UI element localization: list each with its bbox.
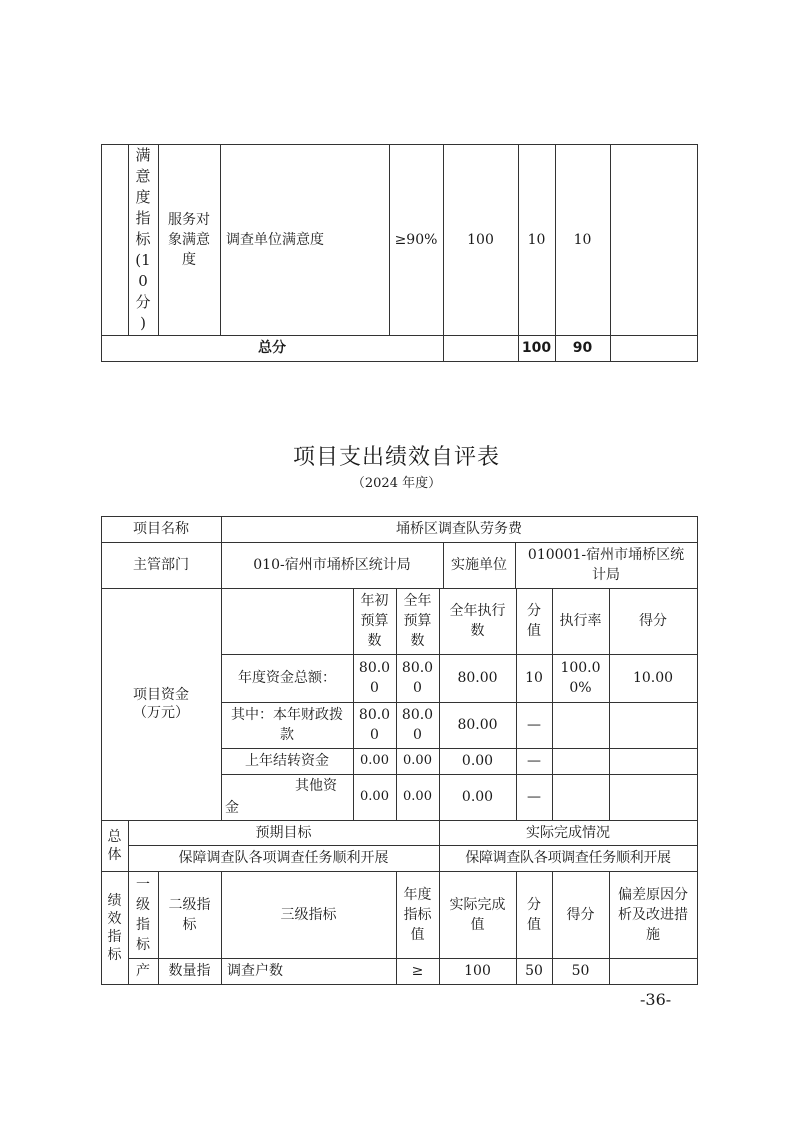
funds-row-initial: 80.00 (358, 707, 391, 743)
remark-value (610, 144, 697, 335)
funds-row-label: 其中：本年财政拨款 (231, 707, 343, 743)
funds-label (101, 588, 221, 820)
page-title: 项目支出绩效自评表 (292, 445, 500, 470)
page-subtitle: （2024 年度） (351, 476, 442, 491)
funds-label-line1: 项目资金 (133, 687, 189, 703)
funds-row-full: 80.00 (401, 707, 434, 743)
level1-char: 指 (135, 209, 151, 227)
perf-label: 绩效指标 (107, 892, 122, 963)
page-number: -36- (640, 990, 672, 1009)
score-value: 10 (573, 231, 592, 248)
funds-row-weight: — (527, 789, 541, 805)
funds-row-initial: 0.00 (360, 789, 389, 804)
funds-row-executed: 0.00 (461, 753, 494, 769)
perf-row-level3: 调查户数 (227, 963, 283, 979)
weight-value: 10 (527, 231, 546, 248)
funds-row-weight: — (527, 753, 541, 769)
dept-value: 010-宿州市埇桥区统计局 (253, 557, 411, 573)
level3-indicator: 调查单位满意度 (226, 231, 324, 248)
project-name: 埇桥区调查队劳务费 (396, 521, 522, 537)
header-level3: 三级指标 (280, 906, 337, 923)
perf-row-deviation (609, 958, 697, 984)
header-rate: 执行率 (559, 613, 602, 629)
funds-row-initial: 0.00 (360, 753, 389, 768)
level1-char: ) (140, 314, 146, 332)
perf-row-weight: 50 (525, 963, 543, 979)
header-deviation: 偏差原因分析及改进措施 (618, 886, 688, 943)
funds-row-rate: 100.00% (560, 660, 601, 696)
perf-row-score: 50 (571, 963, 590, 979)
funds-row-score: 10.00 (632, 670, 674, 686)
level1-char: 意 (135, 167, 151, 185)
header-level1: 一级指标 (136, 876, 150, 953)
expected-goal: 保障调查队各项调查任务顺利开展 (178, 850, 389, 866)
header-score: 得分 (639, 613, 667, 629)
project-name-label: 项目名称 (133, 521, 189, 537)
total-score: 90 (572, 340, 593, 356)
funds-row-label: 其他资金 (225, 778, 337, 816)
funds-row-initial: 80.00 (358, 660, 391, 696)
funds-row-label: 上年结转资金 (245, 753, 329, 769)
funds-row-full: 0.00 (403, 789, 432, 804)
funds-label-line2: （万元） (133, 705, 189, 721)
header-score: 得分 (566, 906, 595, 923)
actual-label: 实际完成情况 (526, 824, 610, 841)
funds-row-executed: 80.00 (457, 670, 498, 686)
level1-char: 标 (135, 230, 151, 248)
level1-char: 度 (135, 188, 151, 206)
impl-value: 010001-宿州市埇桥区统计局 (527, 547, 685, 583)
target-value: ≥90% (394, 231, 438, 248)
header-actual: 实际完成值 (449, 896, 506, 933)
funds-row-score (609, 748, 697, 774)
funds-row-full: 0.00 (403, 753, 432, 768)
actual-value: 100 (467, 231, 494, 248)
perf-row-level2: 数量指 (168, 963, 211, 979)
level1-char: (1 (135, 251, 151, 269)
perf-row-level1: 产 (136, 963, 150, 979)
funds-row-weight: — (527, 717, 541, 733)
level2-indicator: 服务对象满意度 (168, 211, 210, 268)
funds-row-executed: 80.00 (457, 717, 498, 733)
funds-row-executed: 0.00 (461, 789, 494, 805)
expected-goal-label: 预期目标 (255, 824, 312, 841)
funds-row-weight: 10 (525, 670, 543, 686)
actual-goal: 保障调查队各项调查任务顺利开展 (465, 850, 671, 866)
level1-char: 分 (135, 293, 151, 311)
header-weight: 分值 (527, 603, 541, 639)
funds-row-rate (552, 774, 609, 820)
header-initial-budget: 年初预算数 (360, 593, 389, 649)
level1-char: 0 (138, 272, 148, 290)
level1-char: 满 (135, 146, 151, 164)
funds-row-label: 年度资金总额： (238, 670, 336, 686)
perf-row-actual: 100 (464, 963, 491, 979)
header-target: 年度指标值 (403, 886, 432, 943)
perf-row-target: ≥ (411, 963, 424, 979)
dept-label: 主管部门 (133, 557, 189, 573)
impl-label: 实施单位 (451, 557, 507, 573)
funds-row-rate (552, 702, 609, 748)
overall-label: 总体 (107, 828, 122, 863)
funds-row-score (609, 774, 697, 820)
header-full-budget: 全年预算数 (403, 593, 432, 649)
header-executed: 全年执行数 (449, 603, 506, 639)
total-weight: 100 (521, 340, 552, 356)
level1-indicator (128, 144, 158, 335)
funds-row-rate (552, 748, 609, 774)
funds-row-score (609, 702, 697, 748)
header-level2: 二级指标 (168, 896, 211, 933)
total-label: 总分 (258, 340, 286, 356)
funds-row-full: 80.00 (401, 660, 434, 696)
header-weight: 分值 (527, 896, 541, 933)
